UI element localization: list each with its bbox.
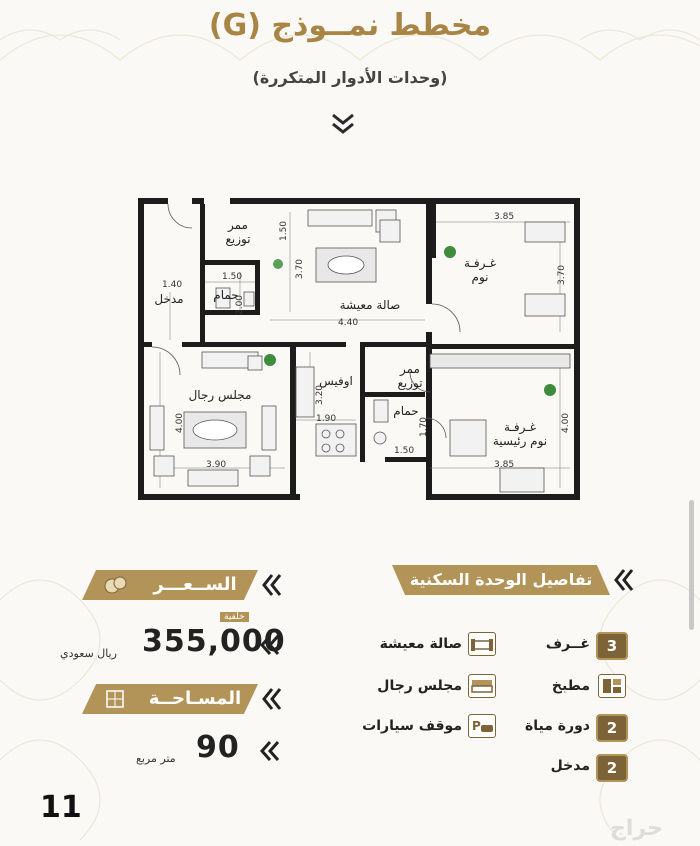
room-corridor-top: ممر توزيع [225, 218, 251, 246]
area-chevron-icon [260, 687, 282, 711]
down-chevron-icon [330, 113, 356, 135]
dim-bed-w: 3.85 [494, 212, 515, 222]
price-value: 355,000 [142, 624, 286, 659]
page-title: مخطط نمــوذج (G) [208, 8, 492, 43]
count-bathrooms: 2 [596, 714, 628, 742]
room-majlis: مجلس رجال [188, 388, 252, 402]
dim-office-w: 1.90 [316, 414, 337, 424]
price-heading: الســعـــر [153, 574, 237, 595]
area-heading: المسـاحــة [148, 688, 242, 709]
price-tag: خلفية [220, 612, 249, 622]
page-subtitle: (وحدات الأدوار المتكررة) [252, 68, 448, 87]
dim-corr-top: 1.50 [279, 220, 290, 242]
details-heading: تفاصيل الوحدة السكنية [409, 570, 593, 589]
room-office: اوفيس [319, 374, 353, 388]
dim-bed-h: 3.70 [557, 264, 568, 286]
price-currency: ريال سعودي [60, 647, 117, 660]
room-bath-left: حمام [213, 288, 239, 302]
details-chevron-icon [612, 568, 634, 592]
floor-plan-drawing [130, 192, 590, 504]
dim-master-w: 3.85 [494, 460, 515, 470]
couch-icon [468, 674, 496, 698]
label-rooms: غــرف [545, 636, 590, 652]
kitchen-icon [598, 674, 626, 698]
area-unit: متر مربع [136, 752, 176, 765]
price-value-chevron-icon [258, 634, 280, 656]
page-number: 11 [40, 790, 82, 825]
floor-plan [130, 192, 590, 508]
count-entrances: 2 [596, 754, 628, 782]
dim-bath2-h: 1.70 [419, 416, 430, 438]
room-living: صالة معيشة [339, 298, 401, 312]
room-bedroom: غـرفـة نوم [463, 256, 497, 284]
parking-icon [468, 714, 496, 738]
room-entrance: مدخل [154, 292, 184, 306]
dim-living-w: 4.40 [338, 318, 359, 328]
dim-master-h: 4.00 [561, 412, 572, 434]
label-kitchen: مطبخ [551, 678, 590, 694]
dim-bath-w: 1.50 [222, 272, 243, 282]
area-value: 90 [196, 730, 240, 765]
dim-majlis-h: 4.00 [175, 412, 186, 434]
coins-icon [104, 575, 128, 595]
room-master: غـرفـة نوم رئيسية [492, 420, 548, 448]
room-bath-mid: حمام [393, 404, 419, 418]
dim-bath-h: 2.00 [235, 294, 246, 316]
watermark: حراج [610, 816, 663, 841]
price-chevron-icon [260, 573, 282, 597]
label-parking: موقف سيارات [362, 718, 462, 734]
sofa-icon [468, 632, 496, 656]
label-living: صالة معيشة [379, 636, 462, 652]
svg-text:P: P [472, 719, 481, 733]
label-majlis: مجلس رجال [377, 678, 462, 694]
label-entrances: مدخل [550, 758, 590, 774]
dim-entr-w: 1.40 [162, 280, 183, 290]
area-value-chevron-icon [258, 740, 280, 762]
dim-bath2-w: 1.50 [394, 446, 415, 456]
area-icon [106, 690, 124, 708]
dim-living-h: 3.70 [295, 258, 306, 280]
dim-majlis-w: 3.90 [206, 460, 227, 470]
label-bathrooms: دورة مياة [525, 718, 590, 734]
count-rooms: 3 [596, 632, 628, 660]
dim-office-h: 3.20 [315, 384, 326, 406]
scrollbar[interactable] [689, 500, 694, 630]
room-corridor-mid: ممر توزيع [397, 362, 423, 390]
